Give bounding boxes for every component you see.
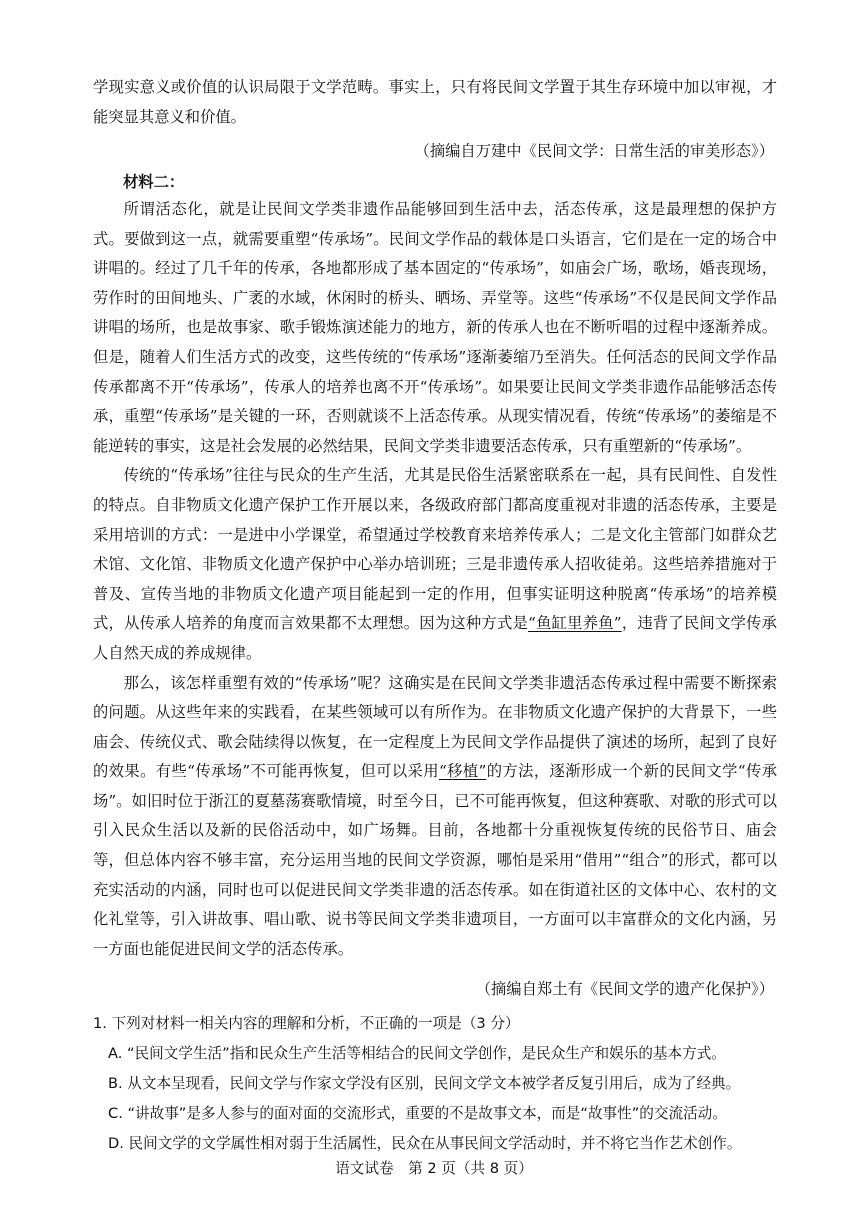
question-stem: 1. 下列对材料一相关内容的理解和分析，不正确的一项是（3 分） — [93, 1015, 520, 1032]
paragraph-1: 所谓活态化，就是让民间文学类非遗作品能够回到生活中去，活态传承，这是最理想的保护方式。要做到这一点，就需要重塑“传承场”。民间文学作品的载体是口头语言，它们是在一定的场合中讲唱的。经过了几千年的传承，各地都形成了基本固定的“传承场”，如庙会广场，歌场，婚丧现场，劳作时的田间地头、广袤的水域，休闲时的桥头、晒场、弄堂等。这些“传承场”不仅是民间文学作品讲唱的场所，也是故事家、歌手锻炼演述能力的地方，新的传承人也在不断听唱的过程中逐渐养成。但是，随着人们生活方式的改变，这些传统的“传承场”逐渐萎缩乃至消失。任何活态的民间文学作品传承都离不开“传承场”，传承人的培养也离不开“传承场”。如果要让民间文学类非遗作品能够活态传承，重塑“传承场”是关键的一环，否则就谈不上活态传承。从现实情况看，传统“传承场”的萎缩是不能逆转的事实，这是社会发展的必然结果，民间文学类非遗要活态传承，只有重塑新的“传承场”。 — [93, 200, 777, 455]
option-d: D. 民间文学的文学属性相对弱于生活属性，民众在从事民间文学活动时，并不将它当作艺术创作。 — [108, 1135, 742, 1152]
text-run: 那么，该怎样重塑有效的“传承场”呢？这确实是在民间文学类非遗活态传承过程中需要不断探索的问题。从这些年来的实践看，在某些领域可以有所作为。在非物质文化遗产保护的大背景下，一些庙会、传统仪式、歌会陆续得以恢复，在一定程度上为民间文学作品提供了演述的场所，起到了良好的效果。有些“传承场”不可能再恢复，但可以采用 — [93, 673, 777, 781]
page-footer: 语文试卷 第 2 页（共 8 页） — [335, 1160, 533, 1177]
material1-continuation — [93, 73, 777, 132]
paragraph: 学现实意义或价值的认识局限于文学范畴。事实上，只有将民间文学置于其生存环境中加以审视，才能突显其意义和价值。 — [93, 78, 777, 126]
source-citation-1: （摘编自万建中《民间文学：日常生活的审美形态》） — [414, 142, 774, 160]
option-c: C. “讲故事”是多人参与的面对面的交流形式，重要的不是故事文本，而是“故事性”的交流活动。 — [108, 1105, 727, 1122]
material2-heading: 材料二： — [123, 173, 185, 191]
text-run: 传统的“传承场”往往与民众的生产生活，尤其是民俗生活紧密联系在一起，具有民间性、自发性的特点。自非物质文化遗产保护工作开展以来，各级政府部门都高度重视对非遗的活态传承，主要是采用培训的方式：一是进中小学课堂，希望通过学校教育来培养传承人；二是文化主管部门如群众艺术馆、文化馆、非物质文化遗产保护中心举办培训班；三是非遗传承人招收徒弟。这些培养措施对于普及、宣传当地的非物质文化遗产项目能起到一定的作用，但事实证明这种脱离“传承场”的培养模式，从传承人培养的角度而言效果都不太理想。因为这种方式是 — [93, 466, 777, 633]
underlined-phrase: “移植” — [438, 762, 487, 781]
text-run: ，违背了民间文学传承人自然天成的养成规律。 — [93, 614, 777, 662]
material2-body — [93, 195, 777, 964]
paragraph-3 — [93, 669, 777, 965]
paragraph-2 — [93, 461, 777, 668]
option-a: A. “民间文学生活”指和民众生产生活等相结合的民间文学创作，是民众生产和娱乐的基本方式。 — [108, 1045, 726, 1062]
option-b: B. 从文本呈现看，民间文学与作家文学没有区别，民间文学文本被学者反复引用后，成为了经典。 — [108, 1075, 741, 1092]
underlined-phrase: “鱼缸里养鱼” — [528, 614, 622, 633]
source-citation-2: （摘编自郑土有《民间文学的遗产化保护》） — [475, 980, 774, 998]
text-run: 的方法，逐渐形成一个新的民间文学“传承场”。如旧时位于浙江的夏墓荡赛歌情境，时至今日，已不可能再恢复，但这种赛歌、对歌的形式可以引入民众生活以及新的民俗活动中，如广场舞。目前，各地都十分重视恢复传统的民俗节日、庙会等，但总体内容不够丰富，充分运用当地的民间文学资源，哪怕是采用“借用”“组合”的形式，都可以充实活动的内涵，同时也可以促进民间文学类非遗的活态传承。如在街道社区的文体中心、农村的文化礼堂等，引入讲故事、唱山歌、说书等民间文学类非遗项目，一方面可以丰富群众的文化内涵，另一方面也能促进民间文学的活态传承。 — [93, 762, 777, 958]
